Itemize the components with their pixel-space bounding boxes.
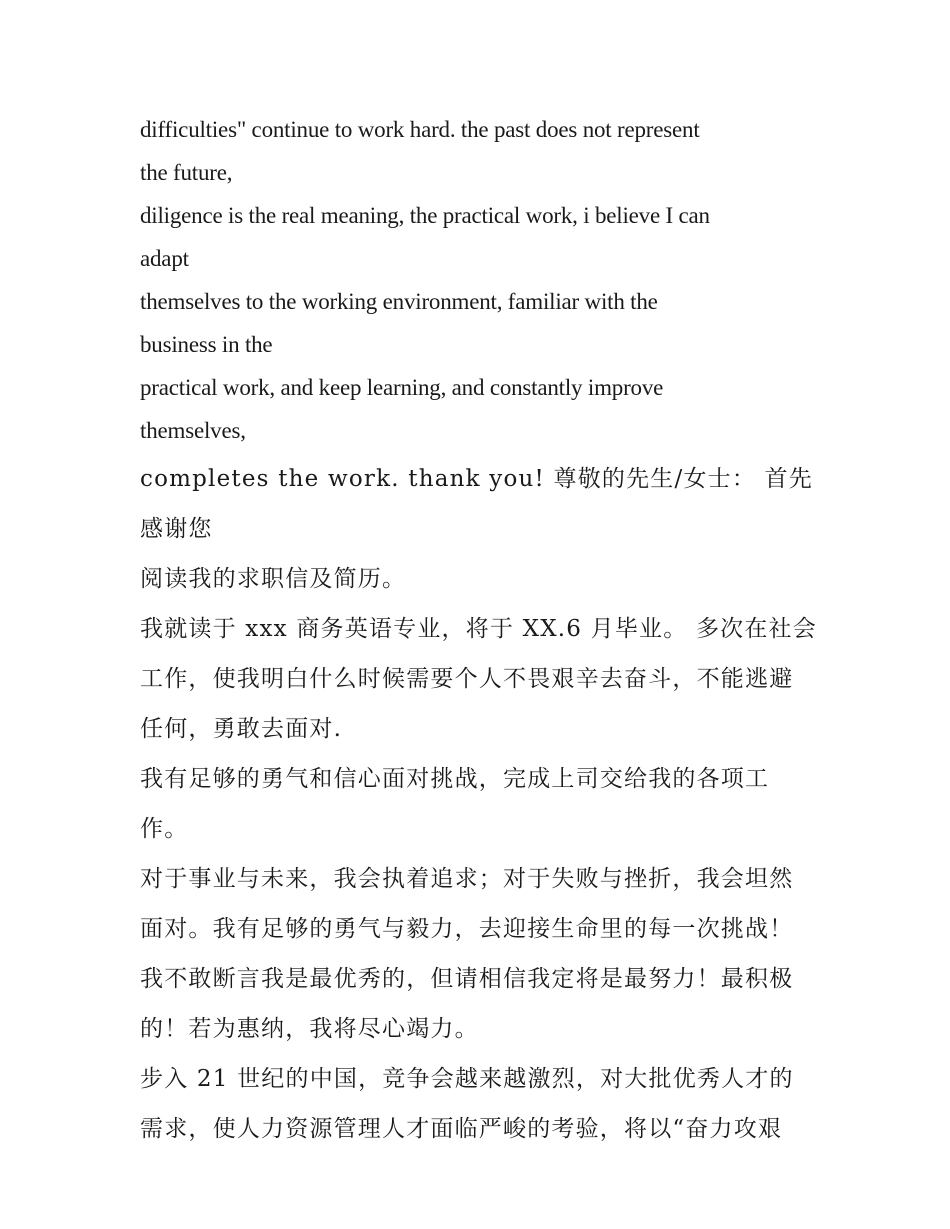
paragraph bbox=[140, 454, 820, 604]
text-line: 步入 21 世纪的中国，竞争会越来越激烈，对大批优秀人才的 bbox=[140, 1066, 794, 1092]
text-line: 我有足够的勇气和信心面对挑战，完成上司交给我的各项工 bbox=[140, 766, 770, 792]
text-line: 需求，使人力资源管理人才面临严峻的考验，将以“奋力攻艰 bbox=[140, 1116, 783, 1142]
text-line: adapt bbox=[140, 246, 189, 271]
paragraph bbox=[140, 754, 820, 854]
text-line: diligence is the real meaning, the practical work, i believe I can bbox=[140, 203, 710, 228]
text-line: 的！若为惠纳，我将尽心竭力。 bbox=[140, 1016, 479, 1042]
text-line: themselves, bbox=[140, 418, 246, 443]
document-body bbox=[140, 108, 820, 1154]
text-line: business in the bbox=[140, 332, 273, 357]
text-line: difficulties" continue to work hard. the past does not represent bbox=[140, 117, 700, 142]
paragraph bbox=[140, 280, 820, 366]
text-line: 对于事业与未来，我会执着追求；对于失败与挫折，我会坦然 bbox=[140, 866, 794, 892]
text-line: 阅读我的求职信及简历。 bbox=[140, 566, 407, 592]
paragraph bbox=[140, 1054, 820, 1154]
text-line: 我不敢断言我是最优秀的，但请相信我定将是最努力！最积极 bbox=[140, 966, 794, 992]
text-line: 面对。我有足够的勇气与毅力，去迎接生命里的每一次挑战！ bbox=[140, 916, 794, 942]
paragraph bbox=[140, 854, 820, 1054]
text-line: 我就读于 xxx 商务英语专业，将于 XX.6 月毕业。 多次在社会 bbox=[140, 616, 817, 642]
text-line: practical work, and keep learning, and constantly improve bbox=[140, 375, 664, 400]
text-line: themselves to the working environment, familiar with the bbox=[140, 289, 658, 314]
text-line: completes the work. thank you! 尊敬的先生/女士： 首先感谢您 bbox=[140, 466, 813, 542]
paragraph bbox=[140, 366, 820, 452]
paragraph bbox=[140, 194, 820, 280]
paragraph bbox=[140, 108, 820, 194]
paragraph bbox=[140, 604, 820, 754]
text-line: 工作，使我明白什么时候需要个人不畏艰辛去奋斗，不能逃避 bbox=[140, 666, 794, 692]
text-line: 作。 bbox=[140, 816, 189, 842]
text-line: the future, bbox=[140, 160, 233, 185]
text-line: 任何，勇敢去面对. bbox=[140, 716, 343, 742]
